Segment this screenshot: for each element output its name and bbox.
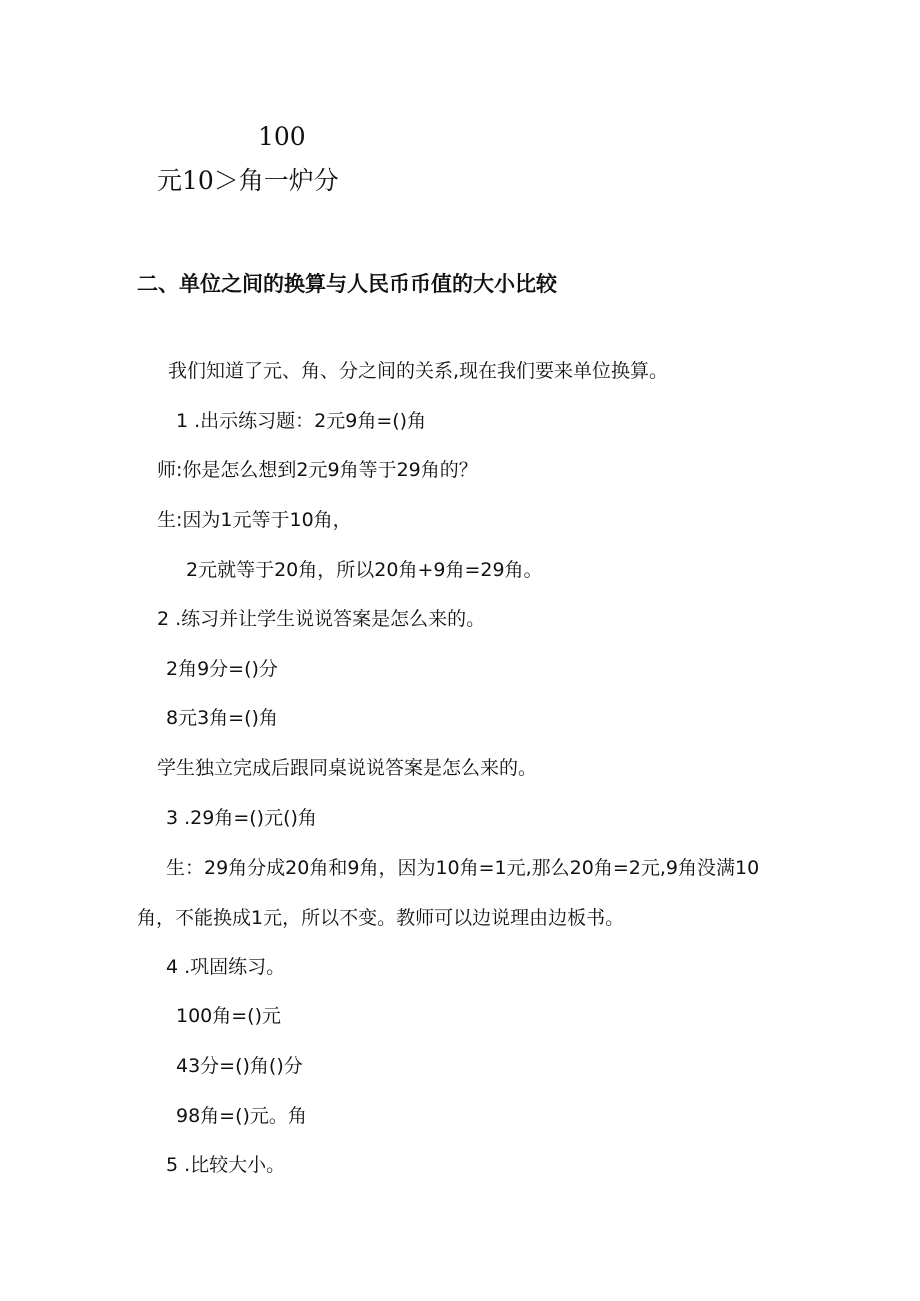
student-answer-line-2: 2元就等于20角，所以20角+9角=29角。 <box>186 559 543 581</box>
diagram-conversion-chain: 元10＞角一炉分 <box>157 166 339 195</box>
exercise-5-title: 5 .比较大小。 <box>166 1154 286 1176</box>
exercise-4-item-1: 100角=()元 <box>176 1005 282 1027</box>
exercise-4-item-3: 98角=()元。角 <box>176 1105 307 1127</box>
exercise-2-title: 2 .练习并让学生说说答案是怎么来的。 <box>157 608 486 630</box>
section-heading: 二、单位之间的换算与人民币币值的大小比较 <box>137 272 557 296</box>
exercise-1-title: 1 .出示练习题：2元9角=()角 <box>176 410 427 432</box>
diagram-top-number: 100 <box>258 122 306 151</box>
exercise-3-title: 3 .29角=()元()角 <box>166 807 317 829</box>
paragraph-intro: 我们知道了元、角、分之间的关系,现在我们要来单位换算。 <box>168 360 669 382</box>
exercise-4-title: 4 .巩固练习。 <box>166 956 286 978</box>
teacher-question: 师:你是怎么想到2元9角等于29角的？ <box>157 459 478 481</box>
exercise-2-instruction: 学生独立完成后跟同桌说说答案是怎么来的。 <box>157 757 538 779</box>
student-answer-line-1: 生:因为1元等于10角， <box>157 509 352 531</box>
exercise-4-item-2: 43分=()角()分 <box>176 1055 303 1077</box>
exercise-2-item-2: 8元3角=()角 <box>166 707 278 729</box>
exercise-2-item-1: 2角9分=()分 <box>166 658 278 680</box>
student-explanation-line-2: 角，不能换成1元，所以不变。教师可以边说理由边板书。 <box>137 907 625 929</box>
student-explanation-line-1: 生：29角分成20角和9角，因为10角=1元,那么20角=2元,9角没满10 <box>166 857 760 879</box>
